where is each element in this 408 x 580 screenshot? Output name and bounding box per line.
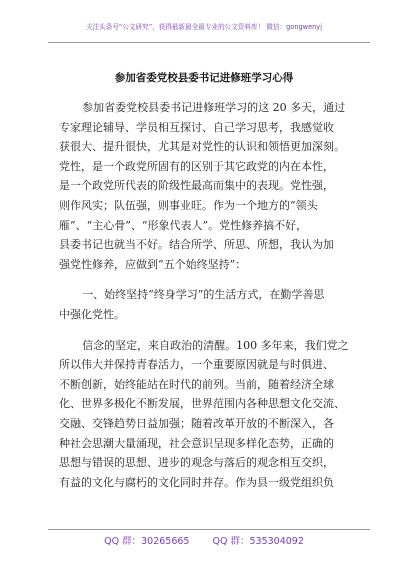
text-line: 专家理论辅导、学员相互探讨、自己学习思考，我感觉收	[59, 120, 334, 134]
paragraph-body	[59, 336, 351, 493]
text-line: 雁”、“主心骨”、“形象代表人”。党性修养搞不好，	[59, 218, 308, 232]
paragraph-section-heading	[59, 285, 351, 324]
text-line: 思想与错误的思想、进步的观念与落后的观念相互交织，	[59, 456, 334, 470]
text-line: 不断创新，始终能站在时代的前列。当前，随着经济全球	[59, 377, 334, 391]
text-line: 种社会思潮大量涌现，社会意识呈现多样化态势，正确的	[59, 436, 334, 450]
text-line: 中强化党性。	[59, 307, 125, 321]
document-title: 参加省委党校县委书记进修班学习心得	[114, 72, 294, 84]
text-line: 信念的坚定，来自政治的清醒。100 多年来，我们党之	[82, 338, 349, 352]
text-line: 化、世界多极化不断发展，世界范围内各种思想文化交流、	[59, 397, 345, 411]
text-line: 县委书记也就当不好。结合所学、所思、所想，我认为加	[59, 238, 334, 252]
footer-divider	[48, 529, 370, 530]
text-line: 参加省委党校县委书记进修班学习的这 20 多天，通过	[82, 101, 346, 114]
paragraph-intro	[59, 98, 351, 274]
text-line: 所以伟大并保持青春活力，一个重要原因就是与时俱进、	[59, 358, 334, 372]
text-line: 一、始终坚持“终身学习”的生活方式，在勤学善思	[82, 288, 325, 302]
text-line: 是一个政党所代表的阶级性最高而集中的表现。党性强，	[59, 179, 334, 193]
document-body	[59, 98, 351, 503]
qq-group-2: QQ 群：535304092	[212, 536, 304, 547]
promo-header: 关注头条号“公文研究”，获得最新最全最专业的公文资料库！ 微信：gongwenyj	[85, 23, 323, 31]
text-line: 获很大、提升很快，尤其是对党性的认识和领悟更加深刻。	[59, 140, 345, 154]
promo-footer	[0, 533, 408, 547]
text-line: 有益的文化与腐朽的文化同时并存。作为县一级党组织负	[59, 475, 334, 489]
qq-group-1: QQ 群：30265665	[104, 536, 190, 547]
text-line: 党性，是一个政党所固有的区别于其它政党的内在本性，	[59, 159, 334, 173]
text-line: 交融、交锋趋势日益加强；随着改革开放的不断深入，各	[59, 416, 334, 430]
text-line: 则作风实；队伍强，则事业旺。作为一个地方的“领头	[59, 198, 318, 212]
header-divider	[48, 42, 370, 43]
text-line: 强党性修养，应做到“五个始终坚持”：	[59, 257, 247, 271]
